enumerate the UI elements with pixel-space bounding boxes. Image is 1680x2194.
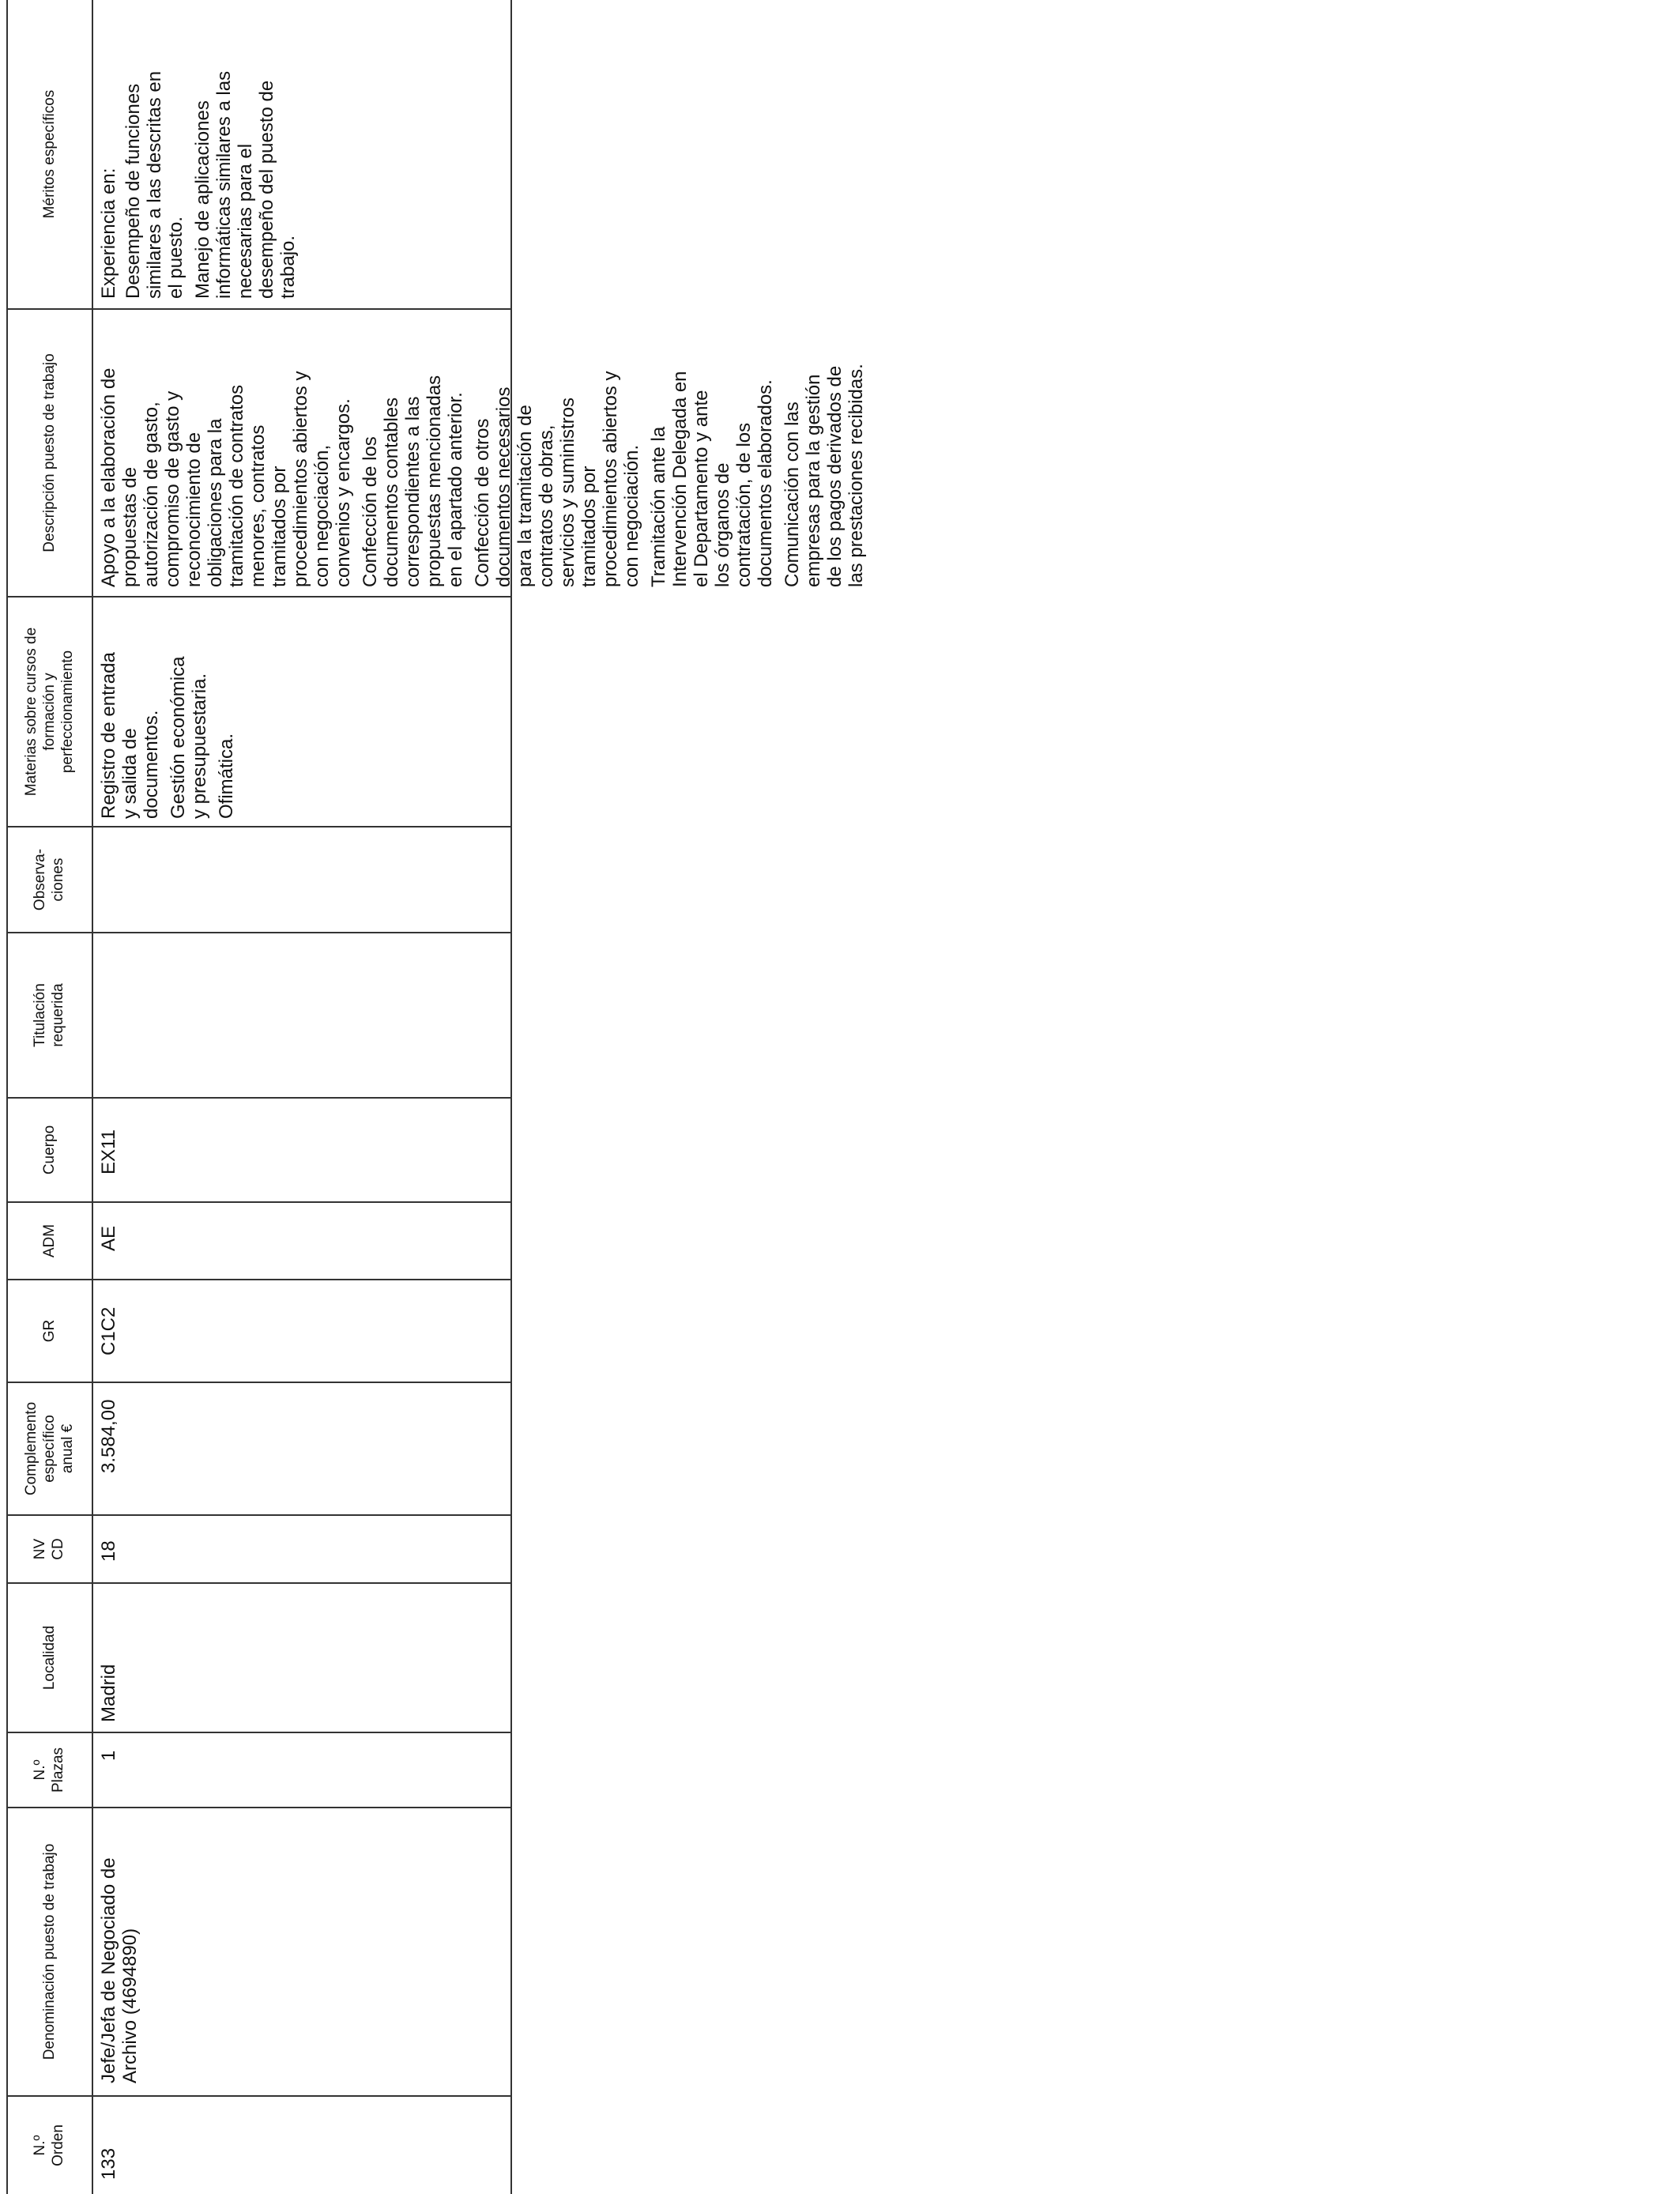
cell-plazas: 1 bbox=[98, 1750, 119, 1761]
cell-adm: AE bbox=[98, 1225, 119, 1251]
header-descripcion bbox=[6, 310, 92, 596]
cell-complemento: 3.584,00 bbox=[98, 1399, 119, 1473]
cell-localidad: Madrid bbox=[98, 1664, 119, 1722]
meritos-item: Desempeño de funciones similares a las descritas en el puesto. bbox=[122, 70, 186, 299]
cell-denominacion: Jefe/Jefa de Negociado de Archivo (4694890) bbox=[98, 1857, 141, 2083]
header-localidad-text: Localidad bbox=[40, 1625, 58, 1691]
header-titulacion bbox=[6, 933, 92, 1097]
header-observaciones bbox=[6, 827, 92, 932]
header-orden-text: N.º Orden bbox=[32, 2124, 66, 2166]
header-denominacion bbox=[6, 1808, 92, 2095]
header-plazas bbox=[6, 1733, 92, 1807]
header-nivel bbox=[6, 1516, 92, 1582]
header-grupo bbox=[6, 1280, 92, 1382]
descripcion-item: Tramitación ante la Intervención Delegada en el Departamento y ante los órganos de contratación, de los documentos elaborados. bbox=[648, 371, 776, 587]
header-denominacion-text: Denominación puesto de trabajo bbox=[40, 1843, 58, 2060]
header-grupo-text: GR bbox=[40, 1319, 58, 1343]
materias-item: Registro de entrada y salida de documentos. bbox=[98, 652, 162, 819]
header-cuerpo bbox=[6, 1099, 92, 1201]
cell-meritos bbox=[98, 5, 304, 299]
cell-materias bbox=[98, 601, 243, 819]
cell-grupo: C1C2 bbox=[98, 1306, 119, 1355]
descripcion-item: Comunicación con las empresas para la gestión de los pagos derivados de las prestaciones recibidas. bbox=[782, 364, 867, 587]
cell-orden: 133 bbox=[98, 2147, 119, 2180]
descripcion-item: Apoyo a la elaboración de propuestas de autorización de gasto, compromiso de gasto y reconocimiento de obligaciones para la tramitación de contratos menores, contratos tramitados por procedimientos abiertos y con negociación, convenios y encargos. bbox=[98, 368, 354, 587]
header-cuerpo-text: Cuerpo bbox=[40, 1125, 58, 1175]
header-observaciones-text: Observa- ciones bbox=[32, 848, 66, 911]
header-titulacion-text: Titulación requerida bbox=[32, 983, 66, 1047]
header-adm bbox=[6, 1203, 92, 1279]
descripcion-item: Confección de otros documentos necesarios para la tramitación de contratos de obras, servicios y suministros tramitados por procedimientos abiertos y con negociación. bbox=[472, 371, 642, 587]
materias-item: Ofimática. bbox=[216, 733, 237, 819]
header-materias bbox=[6, 598, 92, 826]
header-descripcion-text: Descripción puesto de trabajo bbox=[40, 353, 58, 552]
header-plazas-text: N.º Plazas bbox=[32, 1747, 66, 1793]
header-meritos bbox=[6, 0, 92, 308]
header-localidad bbox=[6, 1584, 92, 1732]
header-materias-text: Materias sobre cursos de formación y perfeccionamiento bbox=[22, 627, 76, 797]
meritos-item: Experiencia en: bbox=[98, 168, 119, 299]
header-complemento-text: Complemento específico anual € bbox=[22, 1401, 76, 1496]
header-meritos-text: Méritos específicos bbox=[40, 89, 58, 219]
header-orden bbox=[6, 2097, 92, 2194]
meritos-item: Manejo de aplicaciones informáticas similares a las necesarias para el desempeño del puesto de trabajo. bbox=[192, 70, 299, 299]
materias-item: Gestión económica y presupuestaria. bbox=[168, 656, 210, 819]
cell-nivel: 18 bbox=[98, 1540, 119, 1562]
header-adm-text: ADM bbox=[40, 1223, 58, 1258]
cell-cuerpo: EX11 bbox=[98, 1129, 119, 1174]
descripcion-item: Confección de los documentos contables correspondientes a las propuestas mencionadas en el apartado anterior. bbox=[360, 375, 466, 587]
header-complemento bbox=[6, 1383, 92, 1514]
cell-descripcion bbox=[98, 315, 872, 587]
header-nivel-text: NV CD bbox=[32, 1538, 66, 1560]
